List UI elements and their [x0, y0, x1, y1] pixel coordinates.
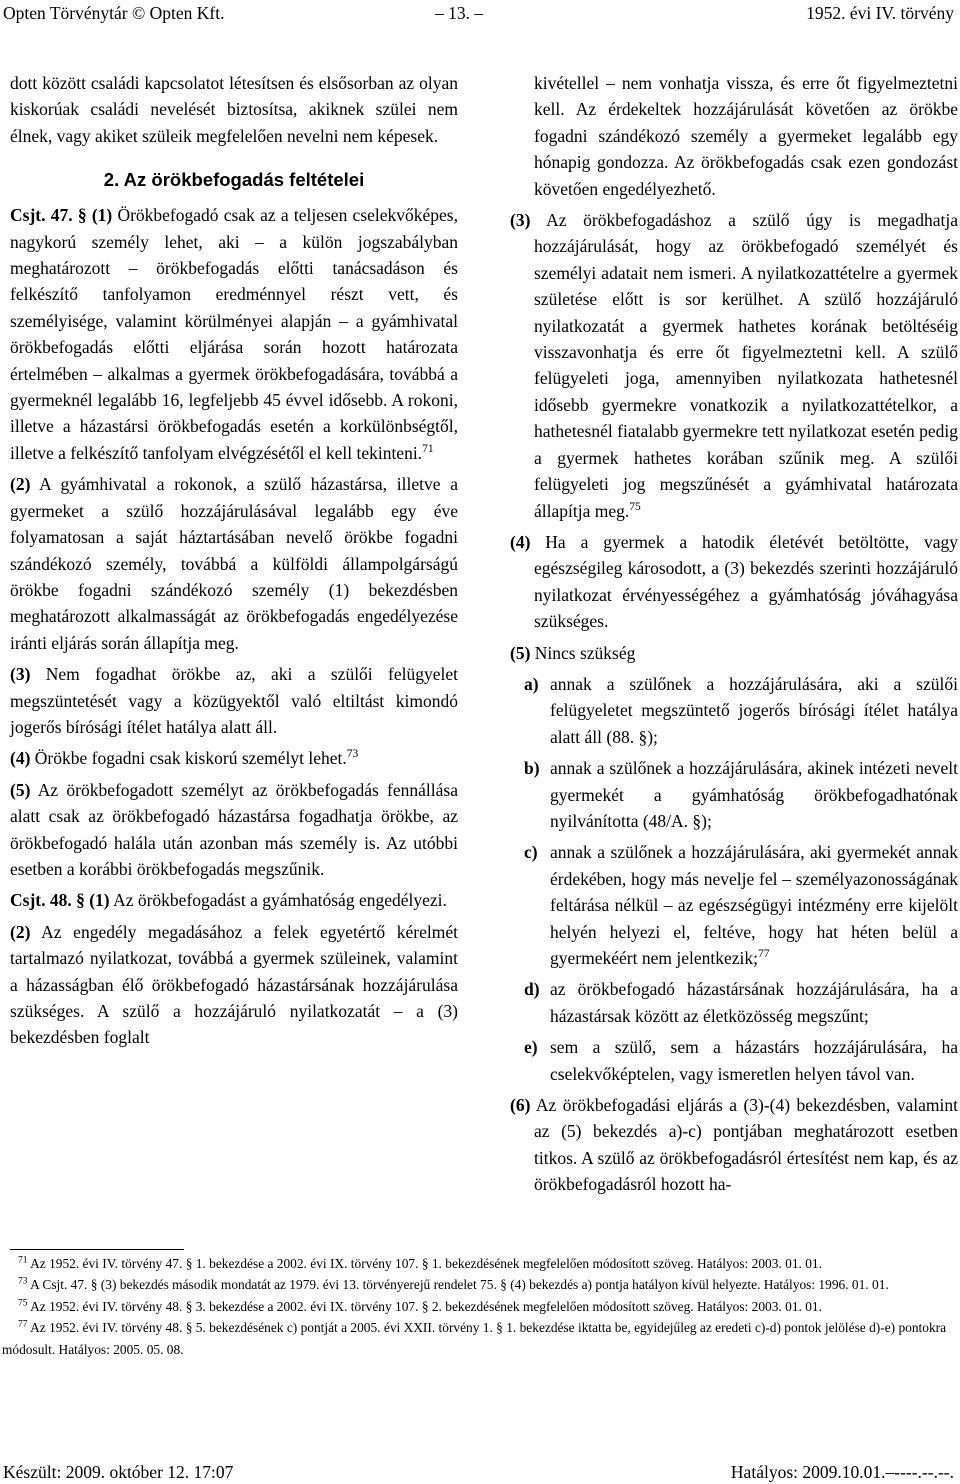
- list-item-text-wrap: [550, 976, 958, 1029]
- list-item-text: annak a szülőnek a hozzájárulására, akinek intézeti nevelt gyermekét a gyámhatóság örökbefogadhatónak nyilvánította (48/A. §);: [550, 758, 958, 831]
- s48-5-number: (5): [510, 642, 531, 663]
- s48-para-6: [510, 1092, 958, 1198]
- footnote-text: Az 1952. évi IV. törvény 48. § 5. bekezdésének c) pontját a 2005. évi XXII. törvény 1. § 1. bekezdése iktatta be, egyidejűleg az eredeti c)-d) pontok jelölése d)-e) pontokra módosult. Hatályos: 2005. 05. 08.: [2, 1320, 947, 1357]
- s47-4-number: (4): [10, 748, 31, 769]
- s47-3-number: (3): [10, 664, 31, 685]
- header-page-number: – 13. –: [435, 3, 484, 23]
- list-item: [524, 839, 958, 971]
- footnotes: [2, 1253, 954, 1360]
- s47-2-number: (2): [10, 474, 31, 495]
- footer-left: Készült: 2009. október 12. 17:07: [3, 1462, 234, 1482]
- s47-para-1: [10, 202, 458, 466]
- list-item-text: annak a szülőnek a hozzájárulására, aki a szülői felügyeletet megszüntető jogerős bírósági ítélet hatálya alatt áll (88. §);: [550, 673, 958, 747]
- footnote-mark: 75: [18, 1298, 28, 1309]
- list-item-label: d): [524, 979, 540, 1000]
- section-title: 2. Az örökbefogadás feltételei: [103, 169, 365, 191]
- list-item-text-wrap: [550, 755, 958, 834]
- s48-label: Csjt. 48. §: [10, 890, 85, 911]
- s48-4-text: Ha a gyermek a hatodik életévét betöltötte, vagy egészségileg károsodott, a (3) bekezdés szerinti hozzájáruló nyilatkozat érvényességéhez a gyámhatóság jóváhagyása szükséges.: [534, 531, 958, 632]
- list-item: [524, 1034, 958, 1087]
- footnote: [2, 1274, 954, 1295]
- list-item-text: sem a szülő, sem a házastárs hozzájárulására, ha cselekvőképtelen, vagy ismeretlen helyen távol van.: [550, 1037, 958, 1084]
- footnote-divider: [10, 1249, 184, 1250]
- footer-right: Hatályos: 2009.10.01.–----.--.--.: [730, 1462, 954, 1482]
- footnote: [2, 1296, 954, 1317]
- s48-para-5: [510, 640, 958, 666]
- s47-3-text: Nem fogadhat örökbe az, aki a szülői felügyelet megszüntetését vagy a közügyektől való eltiltást kimondó jogerős bírósági ítélet hatálya alatt áll.: [10, 664, 458, 737]
- s48-2-number: (2): [10, 921, 31, 942]
- continuation-paragraph: kivétellel – nem vonhatja vissza, és erre őt figyelmeztetni kell. Az érdekeltek hozzájárulását követően az örökbe fogadni szándékozó személy a gyermeket legalább egy hónapig gondozza. Az örökbefogadás csak ezen gondozást követően engedélyezhető.: [534, 73, 958, 199]
- header-right: 1952. évi IV. törvény: [806, 3, 954, 23]
- s48-3-text: Az örökbefogadáshoz a szülő úgy is megadhatja hozzájárulását, hogy az örökbefogadó személyét és személyi adatait nem ismeri. A nyilatkozattételre a gyermek születése előtt is sor kerülhet. A szülő hozzájáruló nyilatkozatát a gyermek hathetes korának betöltéséig visszavonhatja és erre őt figyelmeztetni kell. A szülő felügyeleti joga, amennyiben nyilatkozata hathetesnél idősebb gyermekre vonatkozik a nyilatkozattételkor, a hathetesnél fiatalabb gyermekre tett nyilatkozat esetén pedig a gyermek hathetes korában szűnik meg. A szülői felügyeleti jog megszűnését a gyámhivatal határozata állapítja meg.: [534, 210, 958, 521]
- s48-6-number: (6): [510, 1095, 531, 1116]
- list-item-text-wrap: [550, 1034, 958, 1087]
- footnote-mark: 73: [18, 1276, 28, 1287]
- s47-label: Csjt. 47. §: [10, 205, 87, 226]
- s48-para-1: [10, 887, 458, 913]
- list-item-label: c): [524, 842, 538, 863]
- footnote-mark: 71: [18, 1255, 28, 1266]
- right-column: [510, 70, 958, 1203]
- s47-para-3: [10, 661, 458, 740]
- s48-2-text: Az engedély megadásához a felek egyetértő kérelmét tartalmazó nyilatkozat, továbbá a gyermek szüleinek, valamint a házasságban élő örökbefogadó házastársának hozzájárulása szükséges. A szülő a hozzájáruló nyilatkozatát – a (3) bekezdésben foglalt: [10, 921, 458, 1048]
- list-item-text: az örökbefogadó házastársának hozzájárulására, ha a házastársak között az életközösség megszűnt;: [550, 979, 958, 1026]
- list-item-text-wrap: [550, 839, 958, 971]
- list-item-label: a): [524, 673, 539, 694]
- s48-para-2: [10, 919, 458, 1051]
- s47-5-number: (5): [10, 779, 31, 800]
- list-item-label: e): [524, 1037, 538, 1058]
- s47-2-text: A gyámhivatal a rokonok, a szülő házastársa, illetve a gyermeket a szülő hozzájárulásával legalább egy éve folyamatosan a saját háztartásában nevelő örökbe fogadni szándékozó személy, továbbá a külföldi állampolgárságú örökbe fogadni szándékozó személy (1) bekezdésben meghatározott alkalmasságát az örökbefogadás engedélyezése iránti eljárás során állapítja meg.: [10, 474, 458, 653]
- s48-3-number: (3): [510, 210, 531, 231]
- footnote: [2, 1253, 954, 1274]
- footnote: [2, 1317, 954, 1360]
- list-item: [524, 976, 958, 1029]
- s48-4-number: (4): [510, 531, 531, 552]
- list-item-text-wrap: [550, 671, 958, 750]
- footnote-text: A Csjt. 47. § (3) bekezdés második mondatát az 1979. évi 13. törvényerejű rendelet 75. § (4) bekezdés a) pontja hatályon kívül helyezte. Hatályos: 1996. 01. 01.: [30, 1277, 889, 1293]
- s47-para-4: [10, 745, 458, 771]
- exception-list: [510, 671, 958, 1087]
- list-item: [524, 671, 958, 750]
- s47-para-5: [10, 777, 458, 883]
- s48-1-text: Az örökbefogadást a gyámhatóság engedélyezi.: [113, 890, 447, 911]
- header-left: Opten Törvénytár © Opten Kft.: [3, 3, 225, 23]
- s48-6-text: Az örökbefogadási eljárás a (3)-(4) bekezdésben, valamint az (5) bekezdés a)-c) pontjában meghatározott esetben titkos. A szülő az örökbefogadásról értesítést nem kap, és az örökbefogadásról hozott ha-: [534, 1095, 958, 1195]
- list-item-text: annak a szülőnek a hozzájárulására, aki gyermekét annak érdekében, hogy más nevelje fel – személyazonosságának feltárása nélkül – az egészségügyi intézmény erre kijelölt helyén helyezi el, feltéve, hogy hat héten belül a gyermekéért nem jelentkezik;: [550, 842, 958, 968]
- footnote-text: Az 1952. évi IV. törvény 48. § 3. bekezdése a 2002. évi IX. törvény 107. § 2. bekezdésének megfelelően módosított szöveg. Hatályos: 2003. 01. 01.: [30, 1298, 822, 1314]
- left-column: [10, 70, 458, 1056]
- s47-4-text: Örökbe fogadni csak kiskorú személyt lehet.: [34, 748, 347, 769]
- s47-para-2: [10, 471, 458, 656]
- footnote-ref-73[interactable]: 73: [346, 748, 359, 761]
- footnote-ref-75[interactable]: 75: [629, 500, 641, 513]
- s48-para-4: [510, 529, 958, 635]
- footnote-ref-71[interactable]: 71: [422, 443, 434, 456]
- s48-para-3: [510, 207, 958, 524]
- footnote-text: Az 1952. évi IV. törvény 47. § 1. bekezdése a 2002. évi IX. törvény 107. § 1. bekezdésének megfelelően módosított szöveg. Hatályos: 2003. 01. 01.: [30, 1256, 822, 1271]
- s47-1-number: (1): [91, 205, 113, 226]
- footnote-mark: 77: [18, 1319, 28, 1330]
- s47-5-text: Az örökbefogadott személyt az örökbefogadás fennállása alatt csak az örökbefogadó házastársa fogadhatja örökbe, az örökbefogadó halála után azonban más személy is. Az utóbbi esetben a korábbi örökbefogadás megszűnik.: [10, 779, 458, 879]
- list-item: [524, 755, 958, 834]
- s47-1-text: Örökbefogadó csak az a teljesen cselekvőképes, nagykorú személy lehet, aki – a külön jogszabályban meghatározott – örökbefogadás előtti tanácsadáson és felkészítő tanfolyamon eredménnyel részt vett, és személyisége, valamint körülményei alapján – a gyámhivatal örökbefogadás előtti eljárása során hozott határozata értelmében – alkalmas a gyermek örökbefogadására, továbbá a gyermeknél legalább 16, legfeljebb 45 évvel idősebb. A rokoni, illetve a házastársi örökbefogadás esetén a korkülönbségtől, illetve a felkészítő tanfolyam elvégzésétől el kell tekinteni.: [10, 205, 458, 463]
- footnote-ref-77[interactable]: 77: [757, 948, 770, 961]
- s48-1-number: (1): [89, 890, 110, 911]
- intro-paragraph: dott között családi kapcsolatot létesítsen és elsősorban az olyan kiskorúak családi nevelését biztosítsa, akiknek szülei nem élnek, vagy akiket szüleik megfelelően nevelni nem képesek.: [10, 73, 458, 146]
- s48-5-text: Nincs szükség: [534, 642, 636, 663]
- list-item-label: b): [524, 758, 540, 779]
